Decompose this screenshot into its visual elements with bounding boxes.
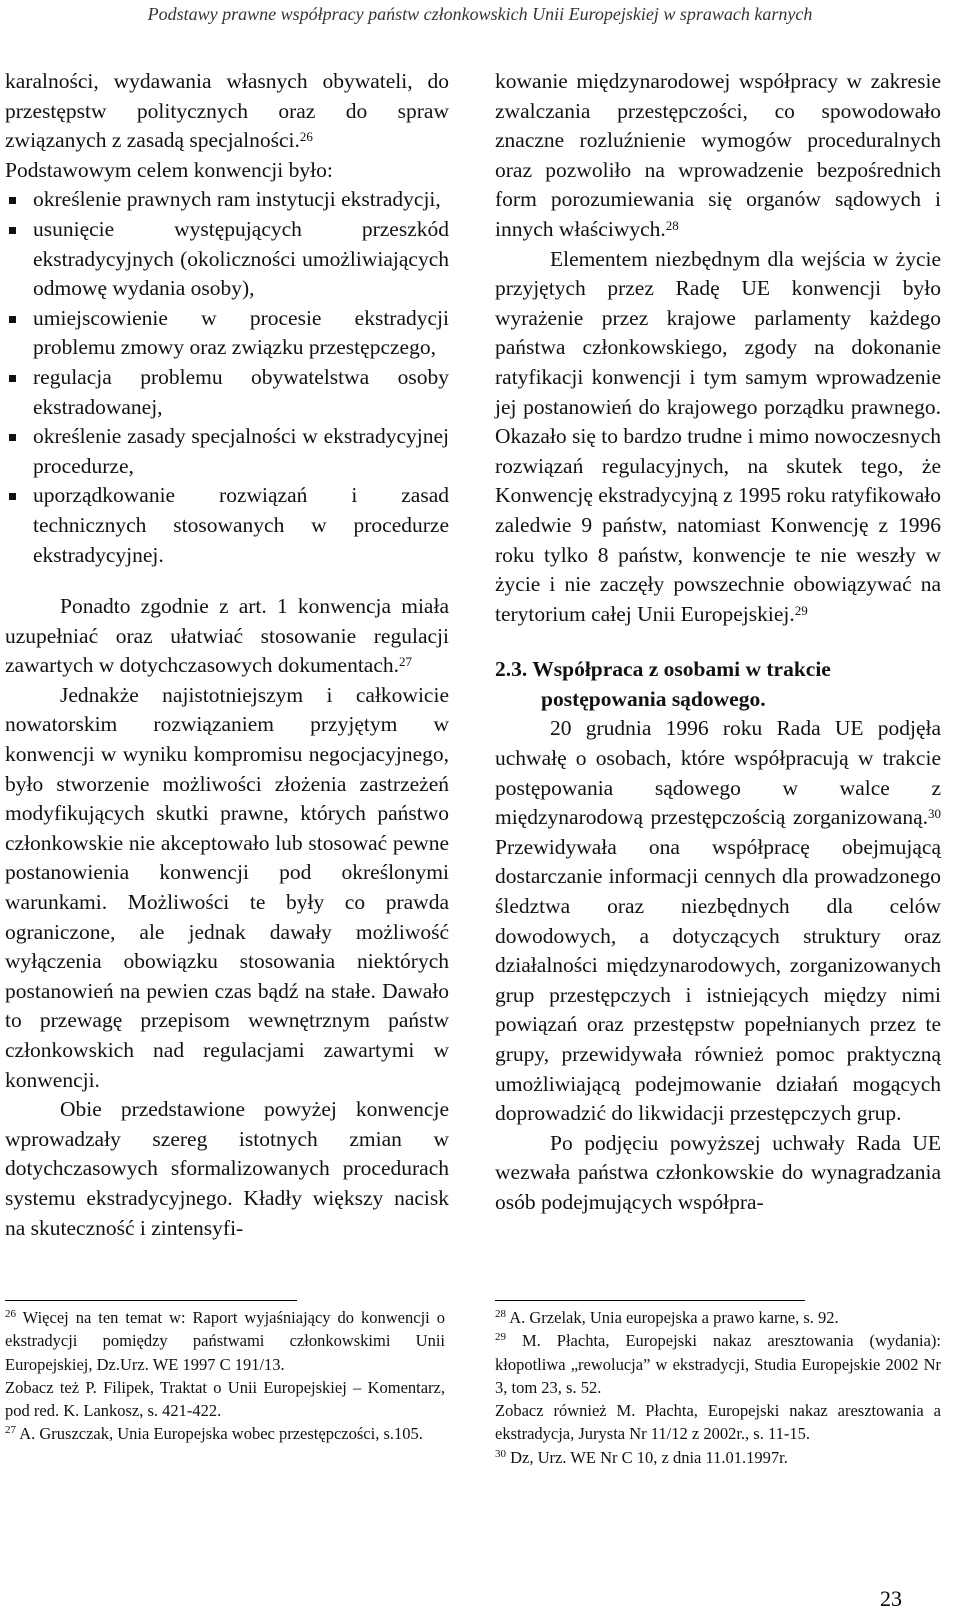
right-column [495,67,941,1218]
footnote: $^{30}$ Dz, Urz. WE Nr C 10, z dnia 11.01.1997r. [495,1447,788,1467]
square-bullet-icon [9,227,16,234]
footnotes-left [5,1306,445,1446]
footnote-ref: 26 [299,129,313,145]
list-item: regulacja problemu obywatelstwa osoby ekstradowanej, [5,363,449,422]
square-bullet-icon [9,493,16,500]
footnote: $^{28}$ A. Grzelak, Unia europejska a prawo karne, s. 92. [495,1308,839,1327]
paragraph: kowanie międzynarodowej współpracy w zakresie zwalczania przestępczości, co spowodowało znaczne rozluźnienie wymogów proceduralnych oraz pozwoliło na wprowadzenie bezpośrednich form porozumiewania się organów sądowych i innych właściwych.$^{28}$ [495,69,941,241]
footnote: $^{27}$ A. Gruszczak, Unia Europejska wobec przestępczości, s.105. [5,1424,423,1444]
paragraph: Po podjęciu powyższej uchwały Rada UE wezwała państwa członkowskie do wynagradzania osób podejmujących współpra- [495,1130,941,1214]
goals-list [5,185,449,570]
footnotes-right [495,1306,941,1469]
paragraph: Elementem niezbędnym dla wejścia w życie przyjętych przez Radę UE konwencji było wyrażenie przez krajowe parlamenty każdego państwa członkowskiego, zgody na dokonanie ratyfikacji konwencji i tym samym wprowadzenie jej postanowień do krajowego porządku prawnego. Okazało się to bardzo trudne i mimo nowoczesnych rozwiązań regulacyjnych, na skutek tego, że Konwencję ekstradycyjną z 1995 roku ratyfikowało zaledwie 9 państw, natomiast Konwencję z 1996 roku tylko 8 państw, konwencje te nie weszły w życie i nie zaczęły powszechnie obowiązywać na terytorium całej Unii Europejskiej.$^{29}$ [495,246,941,626]
square-bullet-icon [9,316,16,323]
list-item: określenie prawnych ram instytucji ekstradycji, [5,185,449,215]
paragraph: karalności, wydawania własnych obywateli, do przestępstw politycznych oraz do spraw związanych z zasadą specjalności.$^{26}$ [5,69,449,153]
footnote: $^{29}$ M. Płachta, Europejski nakaz aresztowania (wydania): kłopotliwa „rewolucja” w ekstradycji, Studia Europejskie 2002 Nr 3, tom 23, s. 52. [495,1331,941,1397]
page-number: 23 [880,1586,902,1611]
footnote-ref: 30 [928,806,941,822]
running-header: Podstawy prawne współpracy państw członkowskich Unii Europejskiej w sprawach karnych [147,4,813,24]
footnote-ref: 27 [399,654,413,670]
footnote: Zobacz też P. Filipek, Traktat o Unii Europejskiej – Komentarz, pod red. K. Lankosz, s. 421-422. [5,1377,445,1421]
footnote-divider [5,1300,297,1301]
paragraph: Jednakże najistotniejszym i całkowicie nowatorskim rozwiązaniem przyjętym w konwencji w wyniku kompromisu negocjacyjnego, było stworzenie możliwości złożenia zastrzeżeń modyfikujących skutki prawne, których państwo członkowskie nie akceptowało lub stosować pewne postanowienia konwencji pod określonymi warunkami. Możliwości te były co prawda ograniczone, ale jednak dawały możliwość wyłączenia obowiązku stosowania niektórych postanowień na pewien czas bądź na stałe. Dawało to przewagę przepisom wewnętrznym państw członkowskich nad regulacjami zawartymi w konwencji. [5,682,449,1092]
footnote: Zobacz również M. Płachta, Europejski nakaz aresztowania a ekstradycja, Jurysta Nr 11/12 z 2002r., s. 11-15. [495,1401,941,1444]
paragraph: Obie przedstawione powyżej konwencje wprowadzały szereg istotnych zmian w dotychczasowych sformalizowanych procedurach systemu ekstradycyjnego. Kładły większy nacisk na skuteczność i zintensyfi- [5,1097,449,1240]
footnote-divider [495,1300,805,1301]
list-item: uporządkowanie rozwiązań i zasad technicznych stosowanych w procedurze ekstradycyjnej. [5,481,449,570]
footnote: $^{26}$ Więcej na ten temat w: Raport wyjaśniający do konwencji o ekstradycji pomiędzy państwami członkowskimi Unii Europejskiej, Dz.Urz. WE 1997 C 191/13. [5,1308,445,1374]
footnote-ref: 29 [794,602,808,618]
paragraph: 20 grudnia 1996 roku Rada UE podjęła uchwałę o osobach, które współpracują w trakcie postępowania sądowego w walce z międzynarodową przestępczością zorganizowaną.$^{30}$ Przewidywała ona współpracę obejmującą dostarczanie informacji cennych dla prowadzonego śledztwa oraz niezbędnych dla celów dowodowych, a dotyczących struktury oraz działalności międzynarodowych, zorganizowanych grup przestępczych i istniejących między nimi powiązań oraz przestępstw popełnianych przez te grupy, przewidywała również pomoc praktyczną umożliwiającą podejmowanie działań mogących doprowadzić do likwidacji przestępczych grup. [495,716,941,1126]
list-item: określenie zasady specjalności w ekstradycyjnej procedurze, [5,422,449,481]
footnote-ref: 28 [665,217,679,233]
paragraph: Ponadto zgodnie z art. 1 konwencja miała uzupełniać oraz ułatwiać stosowanie regulacji zawartych w dotychczasowych dokumentach.$^{27}$ [5,594,449,678]
square-bullet-icon [9,434,16,441]
paragraph: Podstawowym celem konwencji było: [5,157,333,182]
list-item: umiejscowienie w procesie ekstradycji problemu zmowy oraz związku przestępczego, [5,304,449,363]
square-bullet-icon [9,375,16,382]
section-heading: 2.3. Współpraca z osobami w trakcie postępowania sądowego. [495,657,831,711]
left-column [5,67,449,1243]
list-item: usunięcie występujących przeszkód ekstradycyjnych (okoliczności umożliwiających odmowę wydania osoby), [5,215,449,304]
square-bullet-icon [9,197,16,204]
